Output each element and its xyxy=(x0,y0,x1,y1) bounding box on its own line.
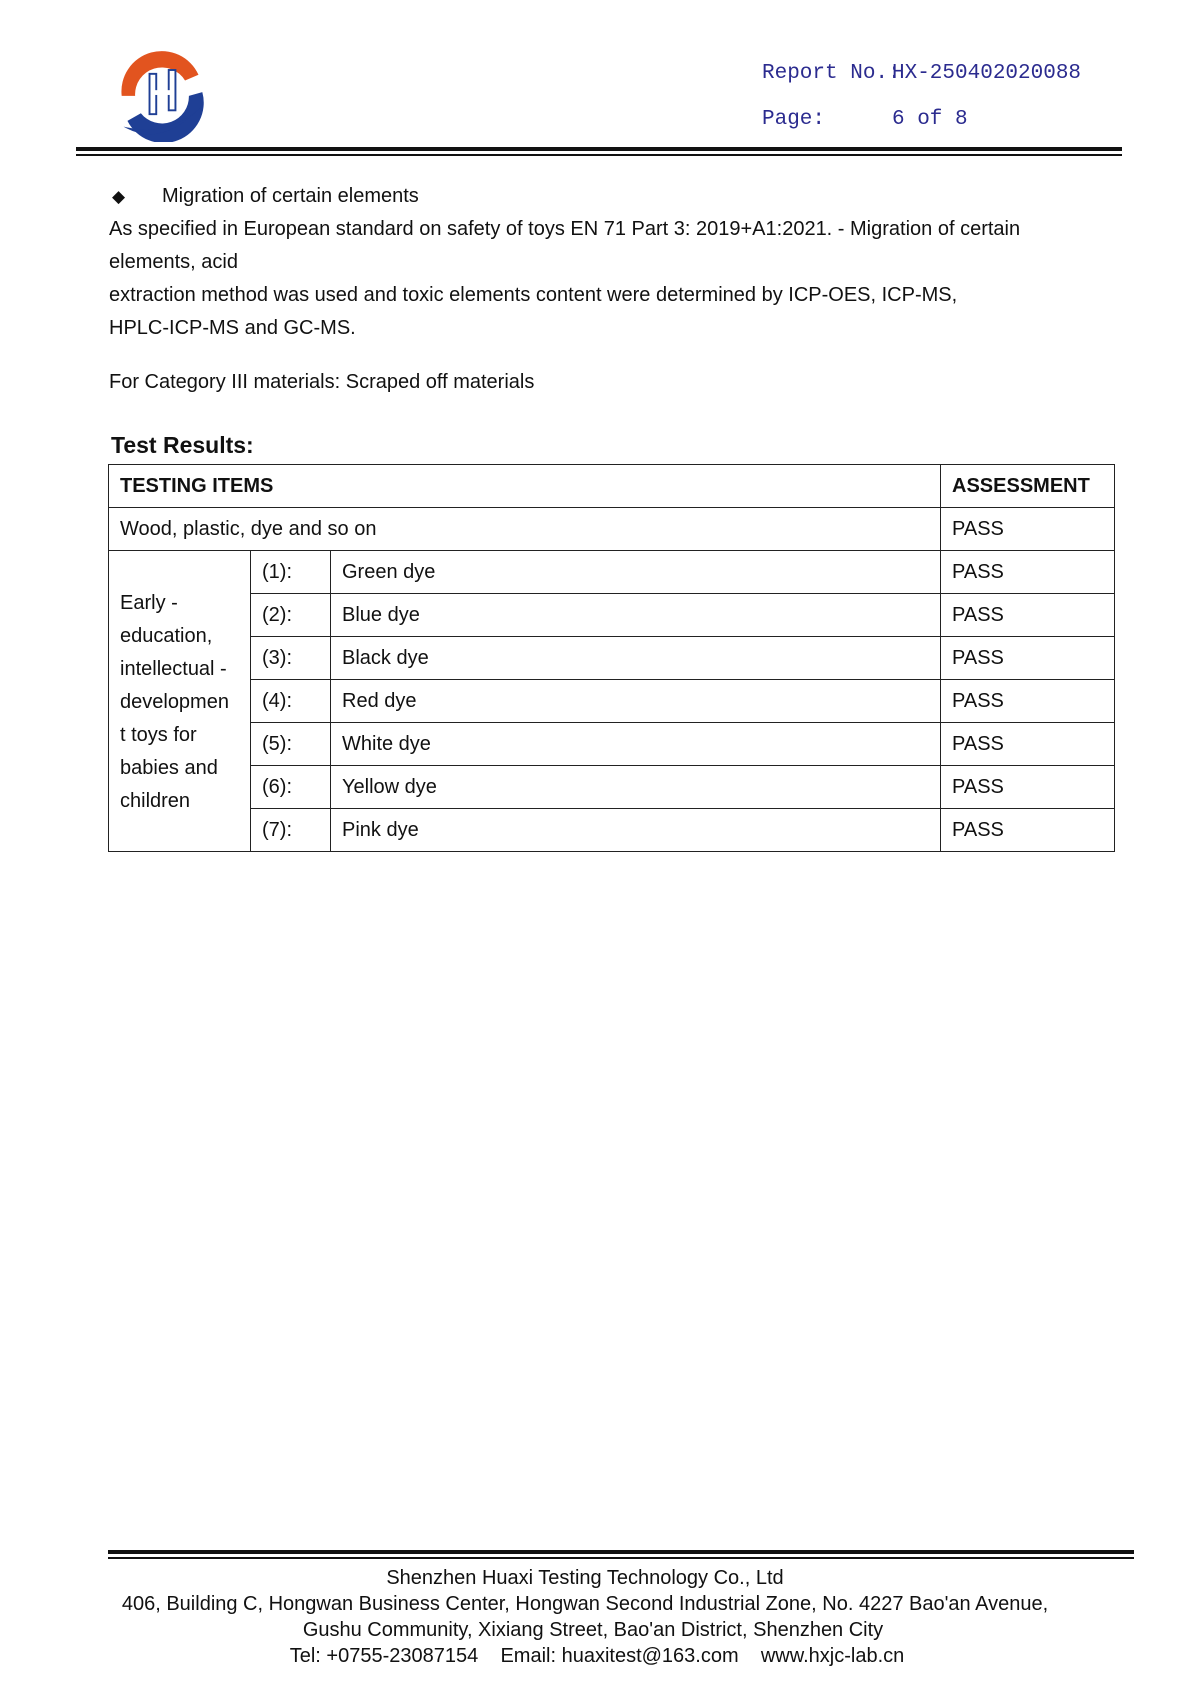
row-number-cell: (4): xyxy=(251,680,331,723)
table-row xyxy=(109,594,1115,637)
header-rule-thin xyxy=(76,154,1122,156)
row-number-cell: (6): xyxy=(251,766,331,809)
header-rule-thick xyxy=(76,147,1122,151)
table-row xyxy=(109,680,1115,723)
method-paragraph xyxy=(109,213,1099,345)
category-note: For Category III materials: Scraped off materials xyxy=(109,371,535,393)
group-label-line: education, xyxy=(120,624,213,647)
page-label: Page: xyxy=(762,108,826,131)
item-cell: Blue dye xyxy=(331,594,941,637)
paragraph-line: elements, acid xyxy=(109,251,238,273)
footer-contact: Tel: +0755-23087154 Email: huaxitest@163.com www.hxjc-lab.cn xyxy=(289,1645,905,1667)
row-number-cell: (5): xyxy=(251,723,331,766)
section-title: Migration of certain elements xyxy=(162,185,419,207)
row-number-cell: (3): xyxy=(251,637,331,680)
report-number-value: HX-250402020088 xyxy=(892,62,1082,85)
paragraph-line: HPLC-ICP-MS and GC-MS. xyxy=(109,317,356,339)
item-cell: Black dye xyxy=(331,637,941,680)
footer-address-line2: Gushu Community, Xixiang Street, Bao'an District, Shenzhen City xyxy=(302,1619,884,1641)
results-table xyxy=(108,464,1115,852)
header-testing-items: TESTING ITEMS xyxy=(109,465,941,508)
item-cell: Red dye xyxy=(331,680,941,723)
paragraph-line: As specified in European standard on safety of toys EN 71 Part 3: 2019+A1:2021. - Migration of certain xyxy=(109,218,1021,240)
footer-rule-thin xyxy=(108,1557,1134,1559)
group-label-cell xyxy=(109,551,251,852)
table-row xyxy=(109,637,1115,680)
assessment-cell: PASS xyxy=(941,766,1115,809)
table-row xyxy=(109,723,1115,766)
general-item-cell: Wood, plastic, dye and so on xyxy=(109,508,941,551)
footer-company: Shenzhen Huaxi Testing Technology Co., Ltd xyxy=(386,1567,784,1589)
row-number-cell: (1): xyxy=(251,551,331,594)
item-cell: White dye xyxy=(331,723,941,766)
assessment-cell: PASS xyxy=(941,637,1115,680)
diamond-bullet-icon: ◆ xyxy=(112,187,126,206)
table-row xyxy=(109,809,1115,852)
header-assessment: ASSESSMENT xyxy=(941,465,1115,508)
assessment-cell: PASS xyxy=(941,594,1115,637)
row-number-cell: (2): xyxy=(251,594,331,637)
table-row xyxy=(109,508,1115,551)
assessment-cell: PASS xyxy=(941,551,1115,594)
item-cell: Yellow dye xyxy=(331,766,941,809)
assessment-cell: PASS xyxy=(941,680,1115,723)
huaxi-logo-icon xyxy=(114,46,210,142)
table-header-row xyxy=(109,465,1115,508)
item-cell: Green dye xyxy=(331,551,941,594)
group-label-line: intellectual - xyxy=(120,657,227,680)
logo-orange-arc xyxy=(121,51,198,96)
test-results-title: Test Results: xyxy=(111,432,254,458)
logo-blue-arc xyxy=(127,92,203,142)
assessment-cell: PASS xyxy=(941,508,1115,551)
assessment-cell: PASS xyxy=(941,723,1115,766)
group-label-line: babies and xyxy=(120,756,218,779)
footer-rule-thick xyxy=(108,1550,1134,1554)
table-row xyxy=(109,551,1115,594)
paragraph-line: extraction method was used and toxic elements content were determined by ICP-OES, ICP-MS, xyxy=(109,284,958,306)
report-number-label: Report No.: xyxy=(762,62,901,85)
group-label-line: developmen xyxy=(120,690,229,713)
page-value: 6 of 8 xyxy=(892,108,968,131)
group-label-line: Early - xyxy=(120,591,178,614)
footer-address-line1: 406, Building C, Hongwan Business Center, Hongwan Second Industrial Zone, No. 4227 Bao'an Avenue, xyxy=(121,1593,1049,1615)
group-label-line: children xyxy=(120,789,191,812)
item-cell: Pink dye xyxy=(331,809,941,852)
assessment-cell: PASS xyxy=(941,809,1115,852)
row-number-cell: (7): xyxy=(251,809,331,852)
table-row xyxy=(109,766,1115,809)
group-label-line: t toys for xyxy=(120,723,197,746)
